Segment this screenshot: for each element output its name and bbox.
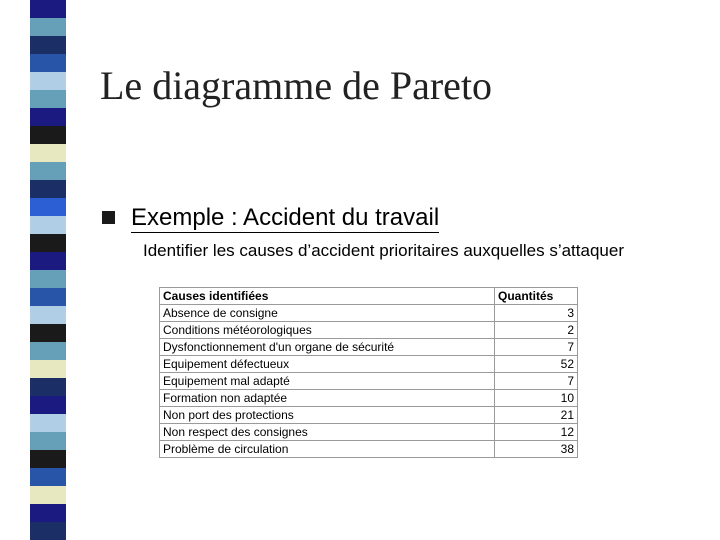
- table-row: [160, 373, 578, 390]
- cause-cell: Conditions météorologiques: [160, 322, 495, 339]
- table-row: [160, 339, 578, 356]
- table-row: [160, 407, 578, 424]
- stripe-segment: [30, 324, 66, 342]
- table-row: [160, 356, 578, 373]
- cause-cell: Equipement mal adapté: [160, 373, 495, 390]
- stripe-segment: [30, 144, 66, 162]
- stripe-segment: [30, 270, 66, 288]
- square-bullet-icon: [102, 211, 115, 224]
- table-row: [160, 390, 578, 407]
- stripe-segment: [30, 468, 66, 486]
- stripe-segment: [30, 54, 66, 72]
- cause-cell: Problème de circulation: [160, 441, 495, 458]
- slide-subtitle: Identifier les causes d’accident prioritaires auxquelles s’attaquer: [143, 241, 624, 260]
- stripe-segment: [30, 180, 66, 198]
- slide-title: Le diagramme de Pareto: [100, 63, 493, 108]
- stripe-segment: [30, 126, 66, 144]
- header-quantities: Quantités: [495, 288, 578, 305]
- stripe-segment: [30, 450, 66, 468]
- cause-cell: Formation non adaptée: [160, 390, 495, 407]
- table-row: [160, 305, 578, 322]
- quantity-cell: 12: [495, 424, 578, 441]
- table-row: [160, 322, 578, 339]
- stripe-segment: [30, 162, 66, 180]
- table-header-row: [160, 288, 578, 305]
- stripe-segment: [30, 36, 66, 54]
- decorative-stripe-bar: [30, 0, 66, 540]
- stripe-segment: [30, 252, 66, 270]
- quantity-cell: 52: [495, 356, 578, 373]
- quantity-cell: 3: [495, 305, 578, 322]
- cause-cell: Absence de consigne: [160, 305, 495, 322]
- stripe-segment: [30, 504, 66, 522]
- quantity-cell: 7: [495, 339, 578, 356]
- stripe-segment: [30, 522, 66, 540]
- cause-cell: Non respect des consignes: [160, 424, 495, 441]
- stripe-segment: [30, 414, 66, 432]
- stripe-segment: [30, 90, 66, 108]
- stripe-segment: [30, 108, 66, 126]
- stripe-segment: [30, 216, 66, 234]
- cause-cell: Non port des protections: [160, 407, 495, 424]
- stripe-segment: [30, 378, 66, 396]
- stripe-segment: [30, 360, 66, 378]
- quantity-cell: 10: [495, 390, 578, 407]
- stripe-segment: [30, 486, 66, 504]
- stripe-segment: [30, 288, 66, 306]
- header-causes: Causes identifiées: [160, 288, 495, 305]
- stripe-segment: [30, 0, 66, 18]
- stripe-segment: [30, 306, 66, 324]
- stripe-segment: [30, 342, 66, 360]
- cause-cell: Dysfonctionnement d'un organe de sécurité: [160, 339, 495, 356]
- stripe-segment: [30, 198, 66, 216]
- quantity-cell: 38: [495, 441, 578, 458]
- bullet-text: Exemple : Accident du travail: [131, 204, 440, 231]
- cause-cell: Equipement défectueux: [160, 356, 495, 373]
- stripe-segment: [30, 18, 66, 36]
- quantity-cell: 7: [495, 373, 578, 390]
- causes-table: [159, 287, 578, 458]
- stripe-segment: [30, 396, 66, 414]
- table-row: [160, 424, 578, 441]
- stripe-segment: [30, 432, 66, 450]
- table-row: [160, 441, 578, 458]
- stripe-segment: [30, 72, 66, 90]
- quantity-cell: 2: [495, 322, 578, 339]
- stripe-segment: [30, 234, 66, 252]
- quantity-cell: 21: [495, 407, 578, 424]
